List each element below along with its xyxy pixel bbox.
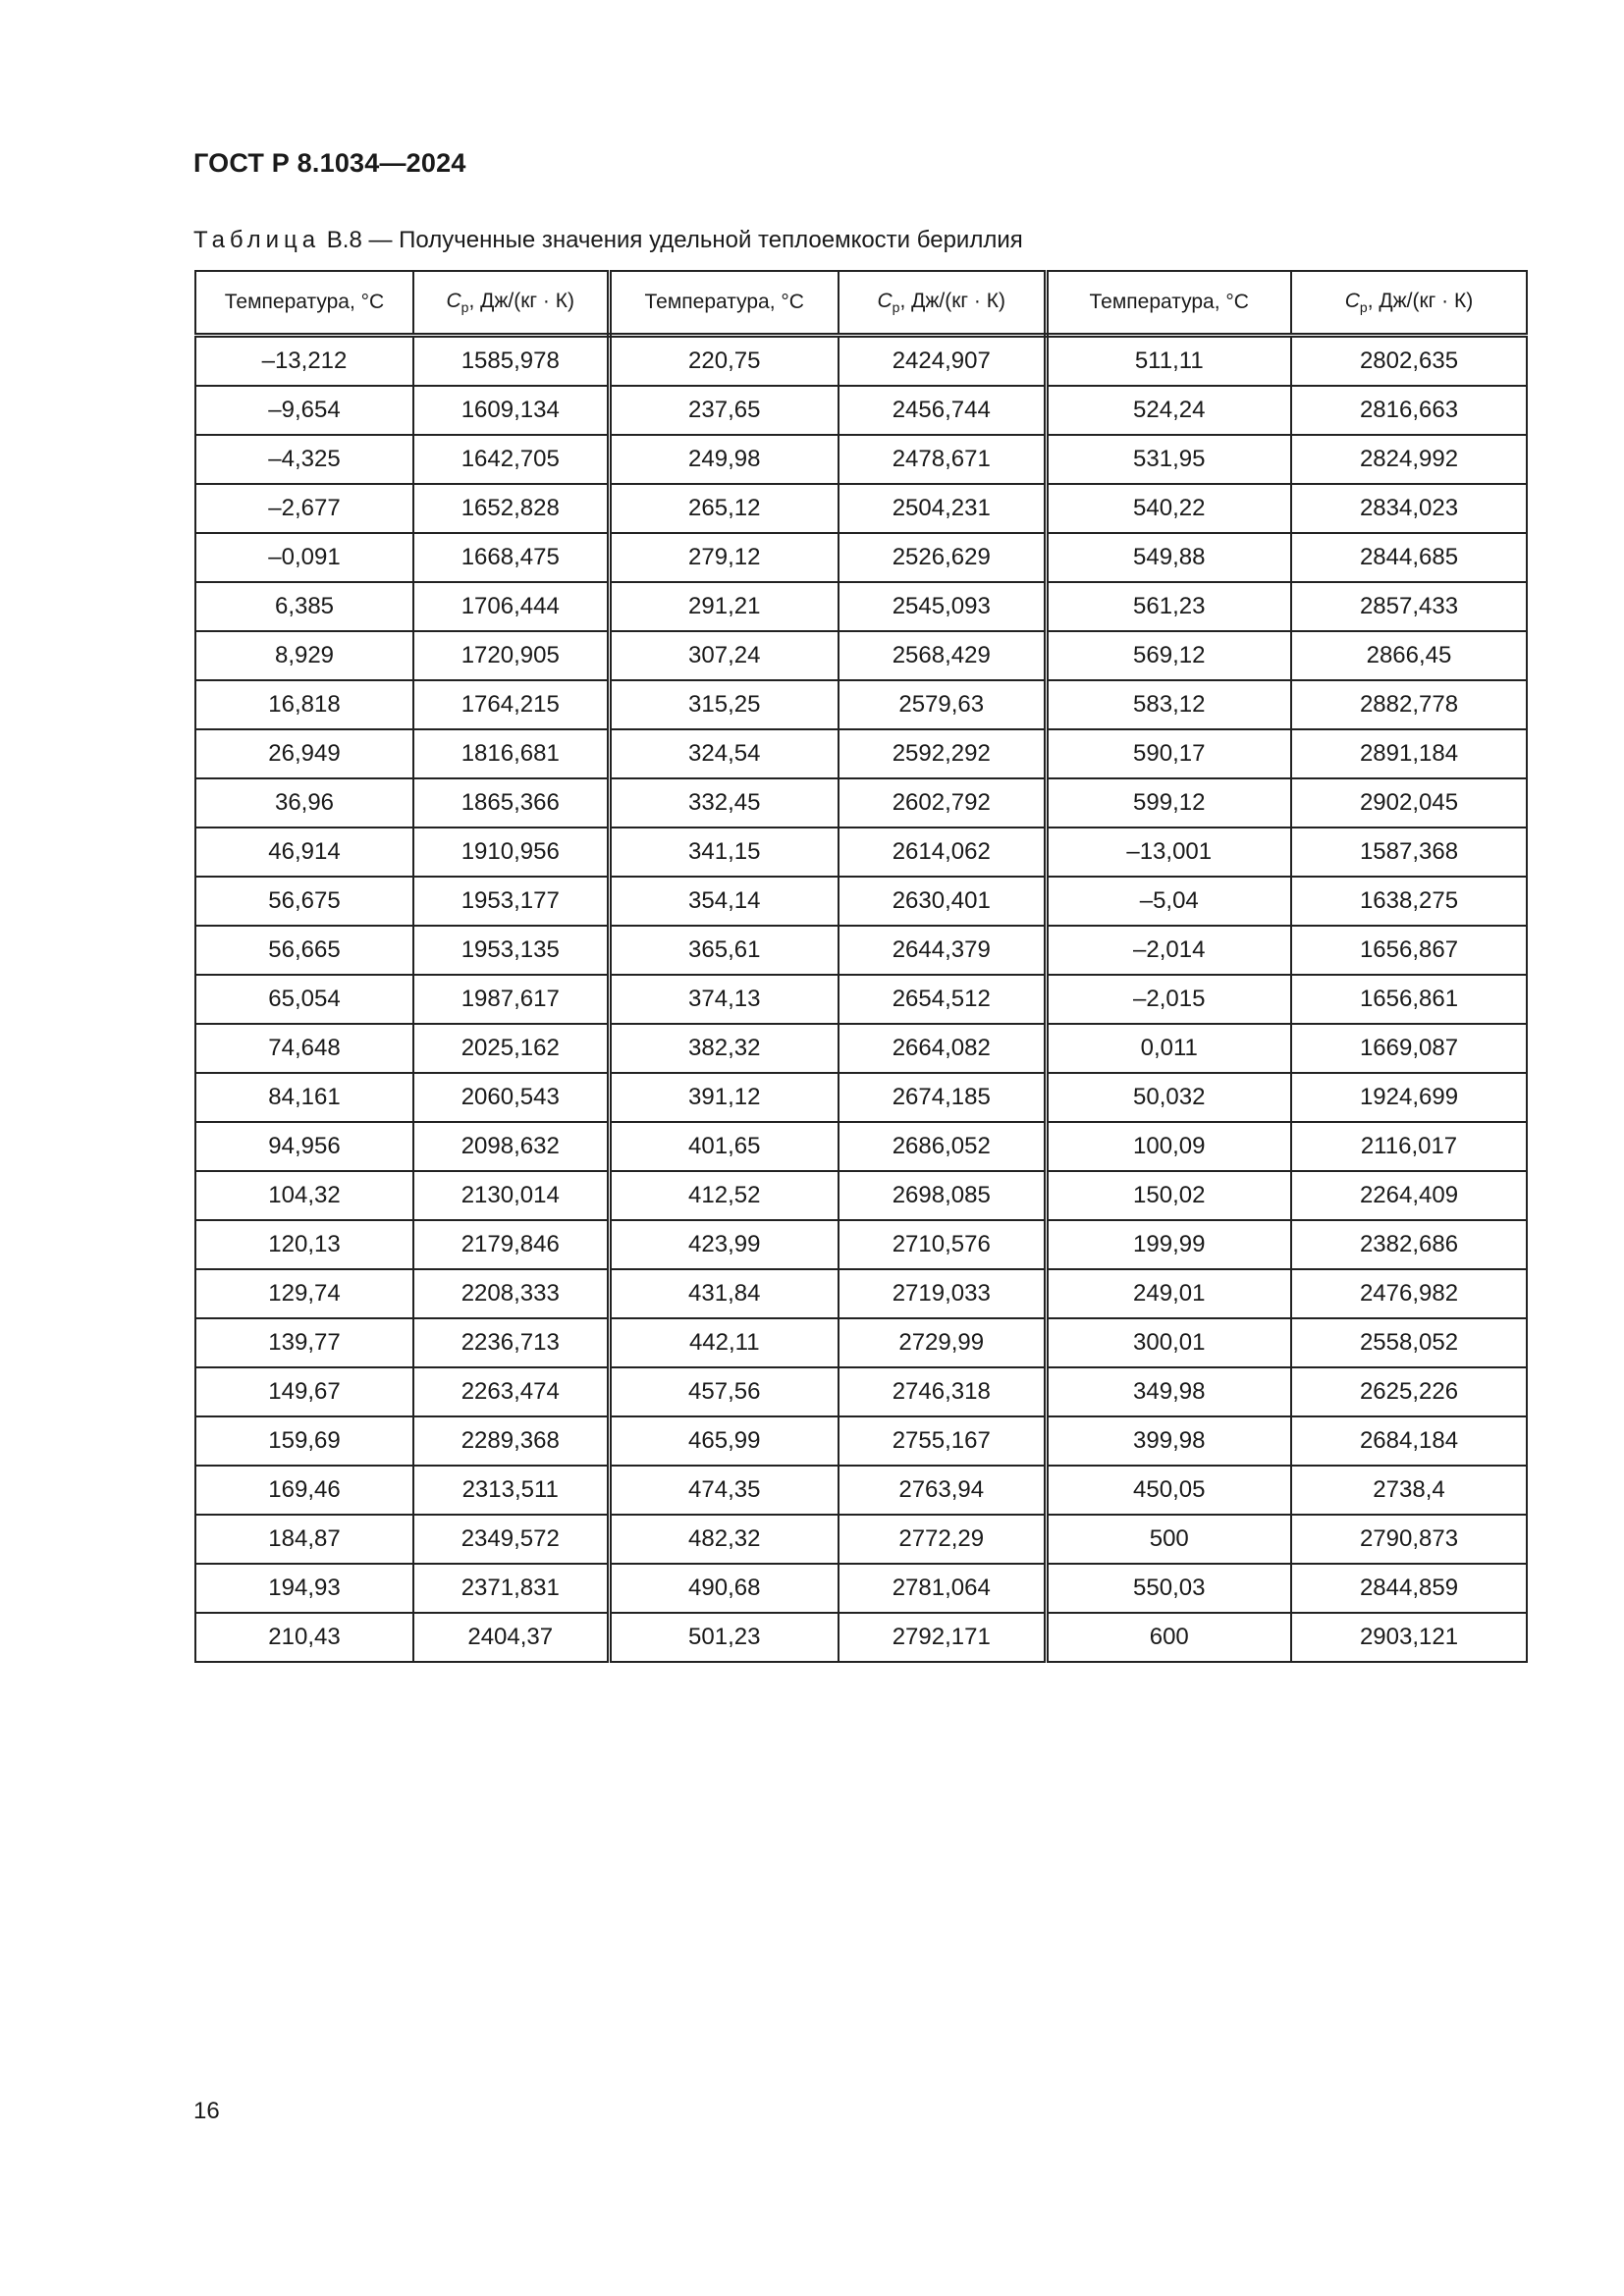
cell-cp-3: 2116,017 xyxy=(1291,1122,1527,1171)
table-row xyxy=(195,1269,1527,1318)
table-row xyxy=(195,484,1527,533)
cell-temperature-1: –4,325 xyxy=(195,435,413,484)
cell-temperature-2: 382,32 xyxy=(609,1024,839,1073)
cell-cp-1: 1706,444 xyxy=(413,582,609,631)
cell-temperature-1: 149,67 xyxy=(195,1367,413,1416)
cell-temperature-3: –2,015 xyxy=(1046,975,1291,1024)
cell-cp-2: 2698,085 xyxy=(839,1171,1046,1220)
cell-temperature-3: 249,01 xyxy=(1046,1269,1291,1318)
document-code: ГОСТ Р 8.1034—2024 xyxy=(193,148,466,178)
table-caption-text: В.8 — Полученные значения удельной теплоемкости бериллия xyxy=(320,227,1023,253)
cell-cp-1: 1668,475 xyxy=(413,533,609,582)
cell-cp-1: 1865,366 xyxy=(413,778,609,828)
table-body xyxy=(195,336,1527,1663)
cell-temperature-2: 401,65 xyxy=(609,1122,839,1171)
cell-cp-3: 2824,992 xyxy=(1291,435,1527,484)
cell-temperature-1: 184,87 xyxy=(195,1515,413,1564)
table-row xyxy=(195,336,1527,387)
cell-cp-2: 2710,576 xyxy=(839,1220,1046,1269)
table-row xyxy=(195,533,1527,582)
cell-temperature-3: 600 xyxy=(1046,1613,1291,1662)
cell-cp-3: 2866,45 xyxy=(1291,631,1527,680)
cell-temperature-3: 549,88 xyxy=(1046,533,1291,582)
cell-temperature-3: 199,99 xyxy=(1046,1220,1291,1269)
cell-temperature-3: 540,22 xyxy=(1046,484,1291,533)
cell-cp-1: 1720,905 xyxy=(413,631,609,680)
cell-temperature-2: 457,56 xyxy=(609,1367,839,1416)
cell-cp-2: 2664,082 xyxy=(839,1024,1046,1073)
cell-temperature-3: 531,95 xyxy=(1046,435,1291,484)
cell-cp-1: 2179,846 xyxy=(413,1220,609,1269)
cell-temperature-2: 374,13 xyxy=(609,975,839,1024)
cell-cp-3: 1638,275 xyxy=(1291,877,1527,926)
cell-temperature-3: 569,12 xyxy=(1046,631,1291,680)
cell-temperature-1: 210,43 xyxy=(195,1613,413,1662)
cell-temperature-2: 391,12 xyxy=(609,1073,839,1122)
cell-cp-1: 1585,978 xyxy=(413,336,609,387)
cell-temperature-1: –13,212 xyxy=(195,336,413,387)
cell-cp-3: 2816,663 xyxy=(1291,386,1527,435)
cell-cp-3: 2790,873 xyxy=(1291,1515,1527,1564)
table-row xyxy=(195,435,1527,484)
cell-temperature-2: 474,35 xyxy=(609,1466,839,1515)
table-row xyxy=(195,729,1527,778)
cell-cp-2: 2614,062 xyxy=(839,828,1046,877)
cell-temperature-3: 399,98 xyxy=(1046,1416,1291,1466)
cell-temperature-3: 50,032 xyxy=(1046,1073,1291,1122)
header-cp-2: $С_p$, Дж/(кг · К) xyxy=(839,271,1046,336)
cell-temperature-3: 511,11 xyxy=(1046,336,1291,387)
cell-cp-3: 2382,686 xyxy=(1291,1220,1527,1269)
table-row xyxy=(195,877,1527,926)
cell-cp-3: 2476,982 xyxy=(1291,1269,1527,1318)
cell-cp-3: 1656,861 xyxy=(1291,975,1527,1024)
cell-temperature-1: 36,96 xyxy=(195,778,413,828)
table-row xyxy=(195,631,1527,680)
cell-cp-1: 2289,368 xyxy=(413,1416,609,1466)
table-caption xyxy=(193,227,1023,254)
cell-temperature-1: –9,654 xyxy=(195,386,413,435)
table-row xyxy=(195,582,1527,631)
cell-temperature-2: 341,15 xyxy=(609,828,839,877)
cell-cp-3: 2834,023 xyxy=(1291,484,1527,533)
cell-temperature-1: –2,677 xyxy=(195,484,413,533)
cell-temperature-2: 465,99 xyxy=(609,1416,839,1466)
cell-cp-3: 2738,4 xyxy=(1291,1466,1527,1515)
cell-cp-3: 2264,409 xyxy=(1291,1171,1527,1220)
cell-temperature-1: 84,161 xyxy=(195,1073,413,1122)
table-row xyxy=(195,680,1527,729)
cell-cp-2: 2792,171 xyxy=(839,1613,1046,1662)
cell-temperature-3: 599,12 xyxy=(1046,778,1291,828)
cell-cp-2: 2719,033 xyxy=(839,1269,1046,1318)
cell-temperature-1: 159,69 xyxy=(195,1416,413,1466)
cell-temperature-1: –0,091 xyxy=(195,533,413,582)
table-row xyxy=(195,778,1527,828)
table-row xyxy=(195,1171,1527,1220)
cell-cp-2: 2579,63 xyxy=(839,680,1046,729)
cell-temperature-1: 104,32 xyxy=(195,1171,413,1220)
cell-cp-2: 2781,064 xyxy=(839,1564,1046,1613)
cell-cp-1: 1764,215 xyxy=(413,680,609,729)
cell-temperature-1: 65,054 xyxy=(195,975,413,1024)
cell-temperature-1: 6,385 xyxy=(195,582,413,631)
cell-temperature-1: 194,93 xyxy=(195,1564,413,1613)
cell-cp-1: 2060,543 xyxy=(413,1073,609,1122)
cell-temperature-2: 249,98 xyxy=(609,435,839,484)
cell-temperature-2: 501,23 xyxy=(609,1613,839,1662)
table-header-row xyxy=(195,271,1527,336)
cell-cp-3: 1587,368 xyxy=(1291,828,1527,877)
heat-capacity-table xyxy=(194,270,1528,1663)
table-row xyxy=(195,1466,1527,1515)
cell-cp-1: 2371,831 xyxy=(413,1564,609,1613)
cell-cp-3: 1924,699 xyxy=(1291,1073,1527,1122)
cell-temperature-1: 139,77 xyxy=(195,1318,413,1367)
cell-temperature-3: 550,03 xyxy=(1046,1564,1291,1613)
table-row xyxy=(195,1073,1527,1122)
cell-cp-3: 2844,859 xyxy=(1291,1564,1527,1613)
cell-cp-2: 2674,185 xyxy=(839,1073,1046,1122)
cell-temperature-2: 315,25 xyxy=(609,680,839,729)
cell-cp-2: 2746,318 xyxy=(839,1367,1046,1416)
header-cp-3: $С_p$, Дж/(кг · К) xyxy=(1291,271,1527,336)
cell-cp-1: 1910,956 xyxy=(413,828,609,877)
cell-temperature-1: 56,665 xyxy=(195,926,413,975)
cell-temperature-2: 237,65 xyxy=(609,386,839,435)
cell-cp-2: 2602,792 xyxy=(839,778,1046,828)
cell-cp-1: 2404,37 xyxy=(413,1613,609,1662)
cell-temperature-1: 46,914 xyxy=(195,828,413,877)
cell-cp-2: 2630,401 xyxy=(839,877,1046,926)
table-row xyxy=(195,1122,1527,1171)
table-row xyxy=(195,1318,1527,1367)
table-row xyxy=(195,926,1527,975)
cell-temperature-3: 450,05 xyxy=(1046,1466,1291,1515)
cell-cp-2: 2592,292 xyxy=(839,729,1046,778)
cell-temperature-1: 94,956 xyxy=(195,1122,413,1171)
cell-temperature-3: 561,23 xyxy=(1046,582,1291,631)
cell-temperature-1: 16,818 xyxy=(195,680,413,729)
header-temperature-3: Температура, °С xyxy=(1046,271,1291,336)
cell-cp-3: 2891,184 xyxy=(1291,729,1527,778)
cell-temperature-2: 307,24 xyxy=(609,631,839,680)
cell-cp-3: 2882,778 xyxy=(1291,680,1527,729)
cell-temperature-2: 265,12 xyxy=(609,484,839,533)
cell-temperature-3: –13,001 xyxy=(1046,828,1291,877)
cell-cp-2: 2478,671 xyxy=(839,435,1046,484)
cell-cp-1: 1953,135 xyxy=(413,926,609,975)
cell-cp-1: 2208,333 xyxy=(413,1269,609,1318)
cell-cp-1: 1987,617 xyxy=(413,975,609,1024)
cell-cp-1: 2263,474 xyxy=(413,1367,609,1416)
cell-cp-3: 1656,867 xyxy=(1291,926,1527,975)
cell-temperature-2: 220,75 xyxy=(609,336,839,387)
table-row xyxy=(195,1564,1527,1613)
cell-cp-3: 2625,226 xyxy=(1291,1367,1527,1416)
cell-temperature-3: 100,09 xyxy=(1046,1122,1291,1171)
cell-cp-1: 1642,705 xyxy=(413,435,609,484)
cell-temperature-2: 354,14 xyxy=(609,877,839,926)
cell-temperature-3: 0,011 xyxy=(1046,1024,1291,1073)
cell-cp-2: 2686,052 xyxy=(839,1122,1046,1171)
cell-temperature-1: 169,46 xyxy=(195,1466,413,1515)
cell-cp-2: 2654,512 xyxy=(839,975,1046,1024)
cell-temperature-2: 291,21 xyxy=(609,582,839,631)
cell-cp-2: 2755,167 xyxy=(839,1416,1046,1466)
cell-cp-3: 2558,052 xyxy=(1291,1318,1527,1367)
table-row xyxy=(195,1515,1527,1564)
table-row xyxy=(195,1367,1527,1416)
cell-temperature-2: 482,32 xyxy=(609,1515,839,1564)
cell-cp-2: 2456,744 xyxy=(839,386,1046,435)
cell-cp-2: 2644,379 xyxy=(839,926,1046,975)
cell-temperature-2: 431,84 xyxy=(609,1269,839,1318)
cell-cp-2: 2568,429 xyxy=(839,631,1046,680)
cell-temperature-2: 442,11 xyxy=(609,1318,839,1367)
cell-temperature-2: 423,99 xyxy=(609,1220,839,1269)
cell-cp-1: 1609,134 xyxy=(413,386,609,435)
table-row xyxy=(195,828,1527,877)
cell-temperature-3: 590,17 xyxy=(1046,729,1291,778)
cell-cp-3: 2844,685 xyxy=(1291,533,1527,582)
cell-temperature-2: 365,61 xyxy=(609,926,839,975)
cell-cp-2: 2545,093 xyxy=(839,582,1046,631)
cell-cp-3: 2857,433 xyxy=(1291,582,1527,631)
header-temperature-1: Температура, °С xyxy=(195,271,413,336)
table-row xyxy=(195,386,1527,435)
cell-cp-1: 2313,511 xyxy=(413,1466,609,1515)
header-temperature-2: Температура, °С xyxy=(609,271,839,336)
page-number: 16 xyxy=(193,2098,220,2124)
cell-cp-1: 2349,572 xyxy=(413,1515,609,1564)
cell-cp-1: 1652,828 xyxy=(413,484,609,533)
cell-temperature-3: 500 xyxy=(1046,1515,1291,1564)
cell-temperature-2: 324,54 xyxy=(609,729,839,778)
cell-temperature-3: 150,02 xyxy=(1046,1171,1291,1220)
cell-cp-2: 2763,94 xyxy=(839,1466,1046,1515)
cell-temperature-2: 490,68 xyxy=(609,1564,839,1613)
cell-temperature-3: –5,04 xyxy=(1046,877,1291,926)
cell-temperature-3: 524,24 xyxy=(1046,386,1291,435)
cell-cp-1: 1953,177 xyxy=(413,877,609,926)
header-cp-1: $С_p$, Дж/(кг · К) xyxy=(413,271,609,336)
cell-cp-2: 2424,907 xyxy=(839,336,1046,387)
cell-cp-3: 2902,045 xyxy=(1291,778,1527,828)
cell-temperature-3: 300,01 xyxy=(1046,1318,1291,1367)
cell-temperature-2: 279,12 xyxy=(609,533,839,582)
table-caption-prefix: Таблица xyxy=(193,227,321,253)
cell-temperature-1: 26,949 xyxy=(195,729,413,778)
cell-temperature-1: 8,929 xyxy=(195,631,413,680)
cell-cp-3: 2903,121 xyxy=(1291,1613,1527,1662)
cell-cp-1: 2025,162 xyxy=(413,1024,609,1073)
cell-temperature-3: 583,12 xyxy=(1046,680,1291,729)
cell-temperature-1: 129,74 xyxy=(195,1269,413,1318)
cell-cp-2: 2772,29 xyxy=(839,1515,1046,1564)
table-row xyxy=(195,1220,1527,1269)
cell-temperature-1: 56,675 xyxy=(195,877,413,926)
cell-cp-3: 2684,184 xyxy=(1291,1416,1527,1466)
cell-cp-3: 1669,087 xyxy=(1291,1024,1527,1073)
cell-cp-1: 2236,713 xyxy=(413,1318,609,1367)
cell-cp-2: 2504,231 xyxy=(839,484,1046,533)
cell-temperature-2: 412,52 xyxy=(609,1171,839,1220)
cell-cp-3: 2802,635 xyxy=(1291,336,1527,387)
table-row xyxy=(195,1024,1527,1073)
cell-temperature-3: –2,014 xyxy=(1046,926,1291,975)
cell-cp-2: 2526,629 xyxy=(839,533,1046,582)
cell-temperature-2: 332,45 xyxy=(609,778,839,828)
table-row xyxy=(195,975,1527,1024)
cell-cp-2: 2729,99 xyxy=(839,1318,1046,1367)
table-row xyxy=(195,1416,1527,1466)
cell-temperature-1: 74,648 xyxy=(195,1024,413,1073)
cell-cp-1: 1816,681 xyxy=(413,729,609,778)
cell-cp-1: 2098,632 xyxy=(413,1122,609,1171)
cell-temperature-1: 120,13 xyxy=(195,1220,413,1269)
cell-temperature-3: 349,98 xyxy=(1046,1367,1291,1416)
table-row xyxy=(195,1613,1527,1662)
cell-cp-1: 2130,014 xyxy=(413,1171,609,1220)
